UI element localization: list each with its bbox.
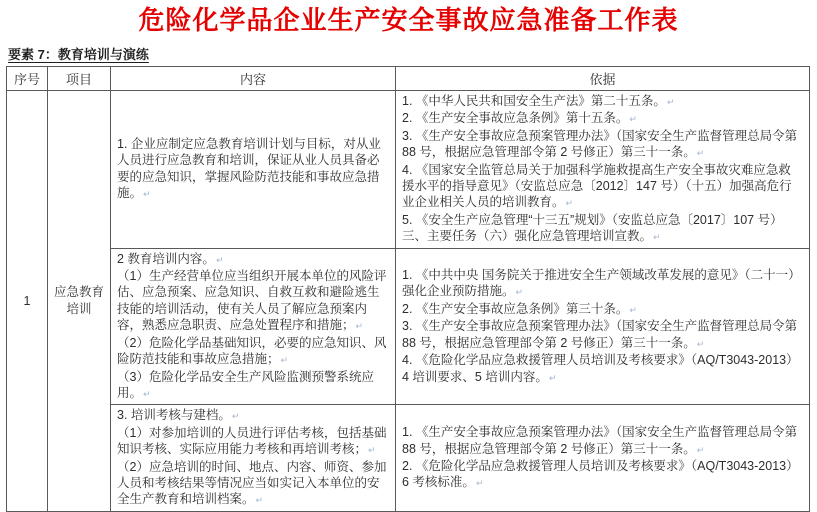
basis-cell: 1. 《中共中央 国务院关于推进安全生产领域改革发展的意见》（二十一）强化企业预防措施。↵ 2. 《生产安全事故应急条例》第三十条。↵ 3. 《生产安全事故应急预案管理办法》（国家安全生产监督管理总局令第 88 号，根据应急管理部令第 2 号修正）第三十一条。↵ 4. 《危险化学品应急救援管理人员培训及考核要求》（AQ/T3043-2013） 4 培训要求、5 培训内容。↵ [396,248,810,405]
paragraph-return-mark: ↵ [548,372,557,383]
paragraph-return-mark: ↵ [355,321,364,332]
paragraph-return-mark: ↵ [215,254,224,265]
seq-cell: 1 [7,91,48,512]
basis-cell: 1. 《中华人民共和国安全生产法》第二十五条。↵ 2. 《生产安全事故应急条例》第十五条。↵ 3. 《生产安全事故应急预案管理办法》（国家安全生产监督管理总局令第 88 号，根据应急管理部令第 2 号修正）第三十一条。↵ 4. 《国家安全监管总局关于加强科学施救提高生产安全事故灾难应急救援水平的指导意见》（安监总应急〔2012〕147 号）（十五）加强高危行业企业相关人员的培训教育。↵ 5. 《安全生产应急管理“十三五”规划》（安监总应急〔2017〕107 号）三、主要任务（六）强化应急管理培训宣教。↵ [396,91,810,249]
section-label: 要素 7：教育培训与演练 [8,47,149,62]
col-header-seq: 序号 [7,67,48,91]
paragraph-return-mark: ↵ [255,495,264,506]
table-row [7,405,810,511]
col-header-basis: 依据 [396,67,810,91]
paragraph-return-mark: ↵ [629,114,637,125]
paragraph-return-mark: ↵ [280,355,289,366]
content-cell: 2 教育培训内容。↵ （1）生产经营单位应当组织开展本单位的风险评估、应急预案、应急知识、自救互救和避险逃生技能的培训活动，使有关人员了解应急预案内容，熟悉应急职责、应急处置程序和措施；↵ （2）危险化学品基础知识，必要的应急知识、风险防范技能和事故应急措施；↵ （3）危险化学品安全生产风险监测预警系统应用。↵ [111,248,396,405]
col-header-content: 内容 [111,67,396,91]
paragraph-return-mark: ↵ [696,444,705,455]
paragraph-return-mark: ↵ [666,97,675,107]
prep-table [6,66,810,512]
project-cell: 应急教育培训 [48,91,111,512]
content-cell: 1. 企业应制定应急教育培训计划与目标，对从业人员进行应急教育和培训，保证从业人员具备必要的应急知识，掌握风险防范技能和事故应急措施。↵ [111,91,396,249]
paragraph-return-mark: ↵ [696,148,705,159]
paragraph-return-mark: ↵ [565,198,574,209]
paragraph-return-mark: ↵ [653,232,661,243]
table-header-row [7,67,810,91]
paragraph-return-mark: ↵ [231,411,240,422]
paragraph-return-mark: ↵ [368,445,376,456]
paragraph-return-mark: ↵ [629,304,637,315]
table-row [7,91,810,249]
paragraph-return-mark: ↵ [475,478,484,489]
paragraph-return-mark: ↵ [696,338,705,349]
page-title: 危险化学品企业生产安全事故应急准备工作表 [138,5,679,35]
paragraph-return-mark: ↵ [515,287,524,298]
col-header-project: 项目 [48,67,111,91]
content-cell: 3. 培训考核与建档。↵ （1）对参加培训的人员进行评估考核，包括基础知识考核、实际应用能力考核和再培训考核；↵ （2）应急培训的时间、地点、内容、师资、参加人员和考核结果等情况应当如实记入本单位的安全生产教育和培训档案。↵ [111,405,396,511]
paragraph-return-mark: ↵ [143,388,151,399]
paragraph-return-mark: ↵ [143,189,151,200]
basis-cell: 1. 《生产安全事故应急预案管理办法》（国家安全生产监督管理总局令第 88 号，根据应急管理部令第 2 号修正）第三十一条。↵ 2. 《危险化学品应急救援管理人员培训及考核要求》（AQ/T3043-2013）6 考核标准。↵ [396,405,810,511]
table-row [7,248,810,405]
